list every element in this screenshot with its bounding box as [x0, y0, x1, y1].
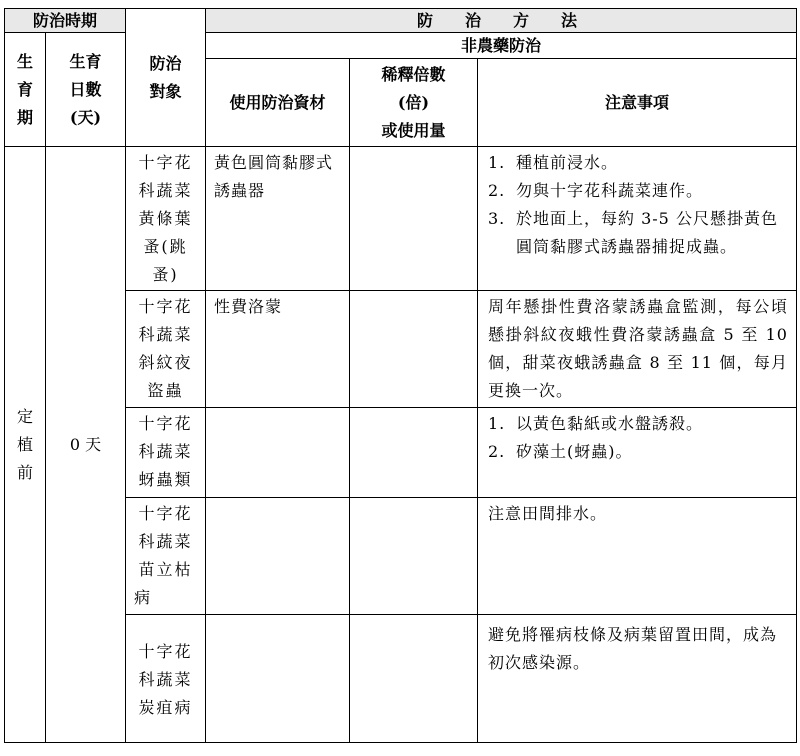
list-item: 1. 種植前浸水。 — [488, 153, 619, 172]
target-header: 防治 對象 — [126, 9, 206, 147]
stage-header-char: 生 — [16, 51, 33, 71]
method-header: 防 治 方 法 — [206, 9, 797, 33]
target-cell: 十字花 科蔬菜 蚜蟲類 — [126, 408, 206, 498]
material-header: 使用防治資材 — [206, 59, 350, 147]
target-cell: 十字花 科蔬菜 斜紋夜 盜蟲 — [126, 291, 206, 408]
target-cell: 十字花 科蔬菜 苗立枯 病 — [126, 498, 206, 615]
notes-cell — [478, 408, 797, 498]
list-item: 1. 以黃色黏紙或水盤誘殺。 — [488, 414, 704, 433]
notes-cell: 注意田間排水。 — [478, 498, 797, 615]
dilution-cell — [350, 291, 478, 408]
list-item: 2. 勿與十字花科蔬菜連作。 — [488, 181, 704, 200]
target-cell: 十字花 科蔬菜 炭疽病 — [126, 615, 206, 743]
target-cell: 十字花 科蔬菜 黃條葉 蚤(跳 蚤) — [126, 147, 206, 291]
non-pesticide-header: 非農藥防治 — [206, 33, 797, 59]
notes-header: 注意事項 — [478, 59, 797, 147]
list-item: 3. 於地面上，每約 3-5 公尺懸掛黃色圓筒黏膠式誘蟲器捕捉成蟲。 — [488, 209, 778, 256]
table-row — [5, 147, 797, 291]
notes-cell — [478, 147, 797, 291]
material-cell — [206, 498, 350, 615]
dilution-cell — [350, 615, 478, 743]
stage-header-text — [5, 48, 45, 132]
stage-header-char: 期 — [16, 107, 33, 127]
dilution-cell — [350, 147, 478, 291]
stage-cell: 定 植 前 — [5, 147, 46, 743]
material-cell: 性費洛蒙 — [206, 291, 350, 408]
list-item: 2. 矽藻土(蚜蟲)。 — [488, 442, 633, 461]
dilution-cell — [350, 408, 478, 498]
stage-header — [5, 33, 46, 147]
notes-cell: 避免將罹病枝條及病葉留置田間，成為初次感染源。 — [478, 615, 797, 743]
material-cell: 黃色圓筒黏膠式 誘蟲器 — [206, 147, 350, 291]
material-cell — [206, 408, 350, 498]
stage-header-char: 育 — [16, 79, 33, 99]
pest-control-table — [4, 8, 797, 743]
notes-cell: 周年懸掛性費洛蒙誘蟲盒監測，每公頃懸掛斜紋夜蛾性費洛蒙誘蟲盒 5 至 10 個，甜菜夜蛾誘蟲盒 8 至 11 個，每月更換一次。 — [478, 291, 797, 408]
dilution-cell — [350, 498, 478, 615]
dilution-header: 稀釋倍數 (倍) 或使用量 — [350, 59, 478, 147]
material-cell — [206, 615, 350, 743]
days-header: 生育 日數 (天) — [46, 33, 126, 147]
period-header: 防治時期 — [5, 9, 126, 33]
days-cell: 0 天 — [46, 147, 126, 743]
